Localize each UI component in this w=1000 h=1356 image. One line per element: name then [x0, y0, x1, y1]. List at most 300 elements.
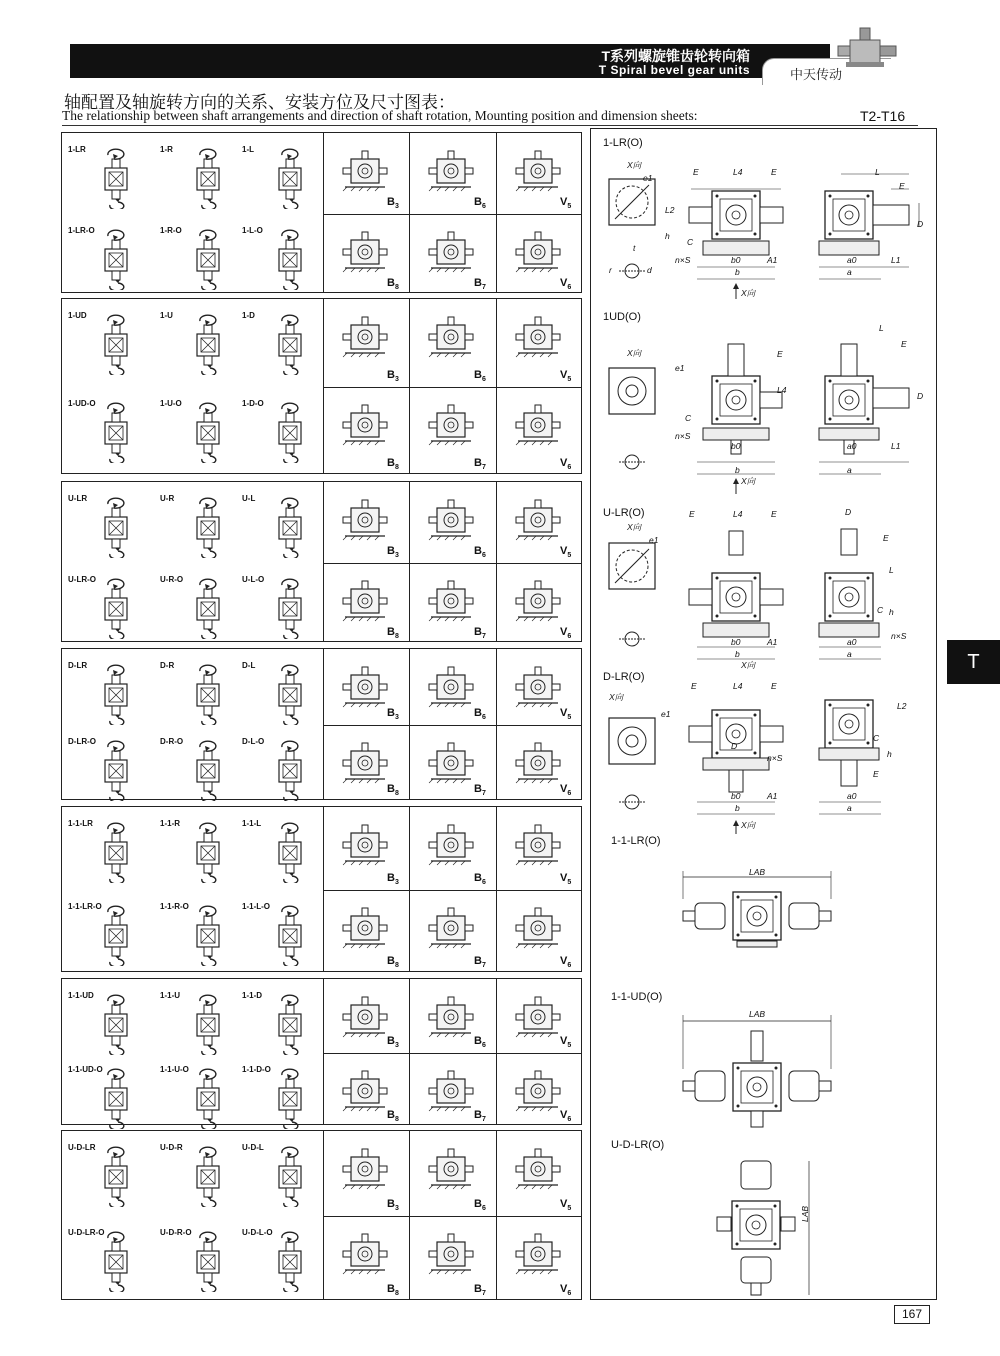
mounting-position-label	[387, 1283, 399, 1297]
shaft-config-icon	[178, 577, 238, 639]
config-label: 1-R-O	[160, 226, 182, 235]
cell-divider	[409, 1131, 410, 1299]
mounting-position-icon	[508, 663, 568, 713]
mounting-position-icon	[335, 1230, 395, 1280]
shaft-config-icon	[260, 739, 320, 801]
section-label: U-LR(O)	[603, 507, 645, 519]
mounting-number: 5	[567, 203, 572, 211]
drawing-u-d-lr	[701, 1157, 821, 1297]
config-label: U-D-R	[160, 1143, 183, 1152]
shaft-config-icon	[178, 147, 238, 209]
shaft-config-icon	[260, 1067, 320, 1129]
mounting-position-icon	[421, 496, 481, 546]
config-label: U-D-L	[242, 1143, 264, 1152]
cell-divider	[323, 299, 324, 473]
mounting-position-label	[387, 196, 399, 210]
config-label: D-L	[242, 661, 256, 670]
mounting-position-label	[474, 196, 486, 210]
mounting-position-icon	[335, 663, 395, 713]
config-label: D-L-O	[242, 737, 265, 746]
shaft-config-icon	[260, 1230, 320, 1292]
mounting-position-icon	[335, 993, 395, 1043]
cell-divider	[496, 482, 497, 641]
mounting-letter: B	[387, 457, 395, 469]
mounting-letter: B	[474, 196, 482, 208]
config-label: 1-L-O	[242, 226, 263, 235]
shaft-config-icon	[260, 496, 320, 558]
cell-divider	[323, 807, 324, 971]
shaft-config-icon	[86, 821, 146, 883]
mounting-position-icon	[335, 496, 395, 546]
config-label: 1-UD-O	[68, 399, 96, 408]
mounting-number: 7	[481, 633, 486, 641]
cell-divider	[323, 214, 581, 215]
cell-divider	[496, 1131, 497, 1299]
mounting-position-icon	[421, 739, 481, 789]
config-label: U-L-O	[242, 575, 265, 584]
cell-divider	[409, 807, 410, 971]
mounting-number: 5	[567, 879, 572, 887]
mounting-letter: B	[474, 277, 482, 289]
shaft-arrangement-panel	[61, 648, 582, 800]
mounting-position-label	[387, 1198, 399, 1212]
mounting-position-label	[387, 369, 399, 383]
mounting-position-label	[474, 545, 486, 559]
mounting-position-label	[560, 955, 571, 969]
mounting-position-icon	[508, 577, 568, 627]
section-label: D-LR(O)	[603, 671, 645, 683]
shaft-config-icon	[260, 577, 320, 639]
drawing-d-lr	[591, 684, 935, 834]
cell-divider	[323, 979, 324, 1124]
mounting-letter: B	[387, 872, 395, 884]
mounting-position-label	[560, 1109, 571, 1123]
shaft-config-icon	[86, 1230, 146, 1292]
mounting-number: 5	[567, 1042, 572, 1050]
config-label: U-LR	[68, 494, 88, 503]
mounting-number: 6	[567, 633, 572, 641]
drawing-1-ud	[591, 324, 935, 494]
config-label: D-LR	[68, 661, 88, 670]
mounting-number: 8	[394, 962, 399, 970]
mounting-position-icon	[421, 993, 481, 1043]
shaft-config-icon	[178, 904, 238, 966]
mounting-position-icon	[335, 1067, 395, 1117]
mounting-letter: B	[474, 369, 482, 381]
config-label: U-R	[160, 494, 175, 503]
mounting-position-icon	[421, 1230, 481, 1280]
mounting-letter: V	[560, 369, 568, 381]
mounting-letter: B	[387, 545, 395, 557]
mounting-position-icon	[335, 1145, 395, 1195]
cell-divider	[323, 1131, 324, 1299]
cell-divider	[323, 482, 324, 641]
cell-divider	[496, 979, 497, 1124]
mounting-letter: B	[387, 783, 395, 795]
mounting-letter: V	[560, 196, 568, 208]
shaft-config-icon	[260, 663, 320, 725]
mounting-position-icon	[421, 401, 481, 451]
mounting-number: 8	[394, 1116, 399, 1124]
mounting-letter: V	[560, 1198, 568, 1210]
mounting-position-label	[474, 626, 486, 640]
mounting-letter: B	[474, 872, 482, 884]
mounting-number: 5	[567, 376, 572, 384]
mounting-number: 6	[567, 1116, 572, 1124]
shaft-arrangement-panel	[61, 978, 582, 1125]
mounting-position-label	[474, 369, 486, 383]
mounting-letter: V	[560, 955, 568, 967]
shaft-arrangement-panel	[61, 481, 582, 642]
cell-divider	[323, 563, 581, 564]
mounting-position-label	[560, 1198, 571, 1212]
mounting-number: 8	[394, 284, 399, 292]
mounting-number: 3	[394, 376, 399, 384]
cell-divider	[323, 387, 581, 388]
config-label: 1-1-D	[242, 991, 263, 1000]
title-rule	[62, 125, 918, 126]
mounting-position-icon	[508, 1145, 568, 1195]
mounting-number: 6	[481, 1205, 486, 1213]
mounting-position-label	[474, 457, 486, 471]
cell-divider	[409, 299, 410, 473]
mounting-position-label	[560, 626, 571, 640]
header-title-cn: T系列螺旋锥齿轮转向箱	[601, 48, 750, 64]
shaft-config-icon	[260, 821, 320, 883]
config-label: 1-L	[242, 145, 254, 154]
config-label: D-R	[160, 661, 175, 670]
mounting-position-label	[387, 872, 399, 886]
mounting-number: 5	[567, 714, 572, 722]
mounting-number: 6	[481, 376, 486, 384]
mounting-position-icon	[421, 313, 481, 363]
mounting-number: 6	[481, 552, 486, 560]
mounting-number: 6	[567, 962, 572, 970]
mounting-letter: B	[387, 707, 395, 719]
mounting-position-label	[560, 457, 571, 471]
mounting-number: 7	[481, 1290, 486, 1298]
mounting-position-icon	[421, 228, 481, 278]
drawing-1-1-ud	[671, 1009, 851, 1129]
cell-divider	[323, 725, 581, 726]
header-title-en: T Spiral bevel gear units	[598, 63, 750, 77]
mounting-letter: V	[560, 707, 568, 719]
mounting-letter: V	[560, 872, 568, 884]
mounting-position-label	[560, 545, 571, 559]
drawing-u-lr	[591, 521, 935, 671]
config-label: 1-1-UD	[68, 991, 94, 1000]
header-brand: 中天传动	[790, 67, 843, 82]
page-title-en: The relationship between shaft arrangements and direction of shaft rotation, Mounting position and dimension sheets:	[62, 108, 698, 123]
mounting-position-icon	[421, 821, 481, 871]
mounting-position-icon	[508, 1067, 568, 1117]
mounting-number: 3	[394, 552, 399, 560]
mounting-position-icon	[508, 993, 568, 1043]
config-label: U-L	[242, 494, 256, 503]
mounting-position-label	[560, 707, 571, 721]
mounting-letter: B	[474, 545, 482, 557]
config-label: 1-U	[160, 311, 173, 320]
cell-divider	[323, 133, 324, 292]
shaft-config-icon	[86, 1067, 146, 1129]
cell-divider	[409, 649, 410, 799]
mounting-number: 7	[481, 790, 486, 798]
mounting-position-label	[474, 783, 486, 797]
shaft-config-icon	[86, 993, 146, 1055]
mounting-number: 8	[394, 464, 399, 472]
mounting-number: 8	[394, 790, 399, 798]
mounting-letter: B	[387, 1109, 395, 1121]
shaft-config-icon	[260, 313, 320, 375]
mounting-position-label	[560, 1035, 571, 1049]
mounting-letter: B	[387, 955, 395, 967]
mounting-letter: B	[474, 955, 482, 967]
mounting-position-label	[387, 1035, 399, 1049]
section-label: U-D-LR(O)	[611, 1139, 665, 1151]
mounting-number: 6	[481, 203, 486, 211]
page-number: 167	[894, 1305, 930, 1324]
shaft-config-icon	[178, 228, 238, 290]
cell-divider	[409, 482, 410, 641]
mounting-number: 8	[394, 633, 399, 641]
mounting-position-label	[474, 1198, 486, 1212]
mounting-position-label	[387, 955, 399, 969]
shaft-config-icon	[260, 904, 320, 966]
mounting-position-label	[560, 277, 571, 291]
mounting-position-label	[474, 955, 486, 969]
cell-divider	[496, 649, 497, 799]
mounting-number: 7	[481, 1116, 486, 1124]
mounting-number: 3	[394, 879, 399, 887]
mounting-letter: V	[560, 545, 568, 557]
mounting-letter: V	[560, 1109, 568, 1121]
cell-divider	[496, 807, 497, 971]
model-range: T2-T16	[860, 108, 906, 124]
config-label: U-R-O	[160, 575, 184, 584]
mounting-number: 6	[481, 714, 486, 722]
mounting-position-icon	[421, 1067, 481, 1117]
shaft-config-icon	[86, 401, 146, 463]
shaft-config-icon	[178, 496, 238, 558]
shaft-arrangement-panel	[61, 1130, 582, 1300]
mounting-letter: V	[560, 277, 568, 289]
mounting-number: 5	[567, 1205, 572, 1213]
mounting-position-label	[474, 872, 486, 886]
dimension-panel: 1-LR(O) 1UD(O) U-LR(O) D-LR(O) 1-1-LR(O) 1-1-UD(O) U-D-LR(O) X向 e1 E L4 E L2 h C n×S b0 A1 b X向 L E D a0 L1 a t r d X向 e1 E L4 C n×S b0 b X向 L E D a0 L1 a X向 e1 E L4 E b0 A1 b X向 D E L C h n×S a0 a X向 e1 E L4 E D n×S b0 A1 b X向 L2 C h E a0 a LAB LAB LAB	[590, 128, 937, 1300]
shaft-config-icon	[86, 663, 146, 725]
mounting-letter: V	[560, 783, 568, 795]
config-label: D-LR-O	[68, 737, 96, 746]
mounting-letter: V	[560, 626, 568, 638]
mounting-position-icon	[508, 496, 568, 546]
mounting-number: 6	[481, 879, 486, 887]
mounting-position-label	[387, 626, 399, 640]
mounting-position-icon	[335, 739, 395, 789]
shaft-config-icon	[86, 313, 146, 375]
mounting-number: 3	[394, 1042, 399, 1050]
mounting-position-icon	[335, 401, 395, 451]
section-tab: T	[947, 640, 1000, 684]
mounting-letter: B	[474, 1283, 482, 1295]
section-label: 1-LR(O)	[603, 137, 643, 149]
mounting-position-icon	[508, 401, 568, 451]
mounting-position-icon	[508, 1230, 568, 1280]
mounting-letter: B	[387, 626, 395, 638]
mounting-number: 6	[567, 790, 572, 798]
shaft-config-icon	[178, 739, 238, 801]
mounting-position-label	[387, 277, 399, 291]
mounting-position-label	[387, 1109, 399, 1123]
config-label: 1-UD	[68, 311, 87, 320]
shaft-config-icon	[260, 993, 320, 1055]
config-label: U-D-LR-O	[68, 1228, 105, 1237]
mounting-position-label	[387, 707, 399, 721]
config-label: D-R-O	[160, 737, 184, 746]
config-label: 1-1-LR	[68, 819, 93, 828]
section-label: 1-1-UD(O)	[611, 991, 663, 1003]
mounting-position-label	[387, 457, 399, 471]
mounting-position-label	[474, 1109, 486, 1123]
mounting-number: 3	[394, 1205, 399, 1213]
mounting-position-label	[474, 277, 486, 291]
config-label: 1-1-R	[160, 819, 181, 828]
mounting-letter: B	[474, 783, 482, 795]
mounting-letter: B	[474, 626, 482, 638]
shaft-config-icon	[86, 904, 146, 966]
mounting-position-icon	[508, 739, 568, 789]
mounting-position-label	[560, 1283, 571, 1297]
config-label: U-D-R-O	[160, 1228, 192, 1237]
mounting-position-label	[560, 872, 571, 886]
mounting-position-label	[560, 369, 571, 383]
mounting-position-icon	[508, 313, 568, 363]
shaft-config-icon	[178, 313, 238, 375]
mounting-position-icon	[508, 821, 568, 871]
shaft-config-icon	[86, 577, 146, 639]
cell-divider	[496, 133, 497, 292]
shaft-config-icon	[260, 147, 320, 209]
config-label: U-D-L-O	[242, 1228, 273, 1237]
shaft-config-icon	[86, 228, 146, 290]
mounting-number: 3	[394, 203, 399, 211]
shaft-config-icon	[178, 821, 238, 883]
shaft-config-icon	[178, 993, 238, 1055]
mounting-number: 6	[567, 284, 572, 292]
mounting-position-icon	[421, 147, 481, 197]
cell-divider	[323, 649, 324, 799]
mounting-position-icon	[335, 228, 395, 278]
mounting-position-label	[474, 1035, 486, 1049]
config-label: 1-LR-O	[68, 226, 95, 235]
mounting-position-icon	[421, 904, 481, 954]
mounting-position-icon	[508, 147, 568, 197]
mounting-position-icon	[421, 663, 481, 713]
mounting-letter: B	[387, 369, 395, 381]
config-label: 1-U-O	[160, 399, 182, 408]
section-label: 1UD(O)	[603, 311, 641, 323]
mounting-letter: B	[474, 1198, 482, 1210]
cell-divider	[323, 890, 581, 891]
mounting-number: 6	[481, 1042, 486, 1050]
mounting-number: 3	[394, 714, 399, 722]
cell-divider	[409, 979, 410, 1124]
shaft-arrangement-panel	[61, 298, 582, 474]
mounting-position-icon	[421, 1145, 481, 1195]
shaft-config-icon	[260, 401, 320, 463]
shaft-config-icon	[260, 228, 320, 290]
mounting-position-label	[387, 783, 399, 797]
mounting-letter: B	[387, 1198, 395, 1210]
shaft-config-icon	[86, 147, 146, 209]
config-label: 1-R	[160, 145, 173, 154]
section-label: 1-1-LR(O)	[611, 835, 661, 847]
shaft-arrangement-panel	[61, 132, 582, 293]
mounting-position-icon	[335, 904, 395, 954]
mounting-letter: B	[387, 196, 395, 208]
config-label: U-D-LR	[68, 1143, 96, 1152]
mounting-position-icon	[508, 904, 568, 954]
gearbox-photo-icon	[836, 24, 900, 70]
shaft-config-icon	[178, 1145, 238, 1207]
mounting-position-label	[474, 1283, 486, 1297]
mounting-number: 7	[481, 284, 486, 292]
cell-divider	[323, 1053, 581, 1054]
shaft-config-icon	[86, 496, 146, 558]
config-label: 1-1-R-O	[160, 902, 189, 911]
mounting-number: 6	[567, 1290, 572, 1298]
mounting-number: 8	[394, 1290, 399, 1298]
mounting-position-icon	[335, 313, 395, 363]
config-label: U-LR-O	[68, 575, 96, 584]
config-label: 1-1-U	[160, 991, 181, 1000]
mounting-letter: V	[560, 1035, 568, 1047]
mounting-position-icon	[421, 577, 481, 627]
mounting-letter: B	[474, 457, 482, 469]
shaft-config-icon	[178, 1067, 238, 1129]
mounting-number: 6	[567, 464, 572, 472]
config-label: 1-1-UD-O	[68, 1065, 103, 1074]
cell-divider	[496, 299, 497, 473]
mounting-position-icon	[335, 577, 395, 627]
shaft-config-icon	[178, 401, 238, 463]
config-label: 1-D-O	[242, 399, 264, 408]
mounting-letter: B	[474, 1109, 482, 1121]
config-label: 1-D	[242, 311, 255, 320]
mounting-number: 7	[481, 464, 486, 472]
mounting-number: 7	[481, 962, 486, 970]
mounting-position-icon	[335, 147, 395, 197]
shaft-config-icon	[86, 1145, 146, 1207]
mounting-position-label	[387, 545, 399, 559]
mounting-letter: V	[560, 1283, 568, 1295]
mounting-position-label	[560, 196, 571, 210]
mounting-letter: V	[560, 457, 568, 469]
mounting-letter: B	[387, 277, 395, 289]
config-label: 1-1-L-O	[242, 902, 270, 911]
cell-divider	[409, 133, 410, 292]
mounting-position-icon	[335, 821, 395, 871]
mounting-letter: B	[474, 1035, 482, 1047]
config-label: 1-LR	[68, 145, 86, 154]
mounting-number: 5	[567, 552, 572, 560]
shaft-config-icon	[260, 1145, 320, 1207]
cell-divider	[323, 1216, 581, 1217]
config-label: 1-1-L	[242, 819, 262, 828]
shaft-config-icon	[178, 1230, 238, 1292]
mounting-position-label	[560, 783, 571, 797]
page-title-cn: 轴配置及轴旋转方向的关系、安装方位及尺寸图表：	[64, 93, 455, 113]
mounting-position-icon	[508, 228, 568, 278]
